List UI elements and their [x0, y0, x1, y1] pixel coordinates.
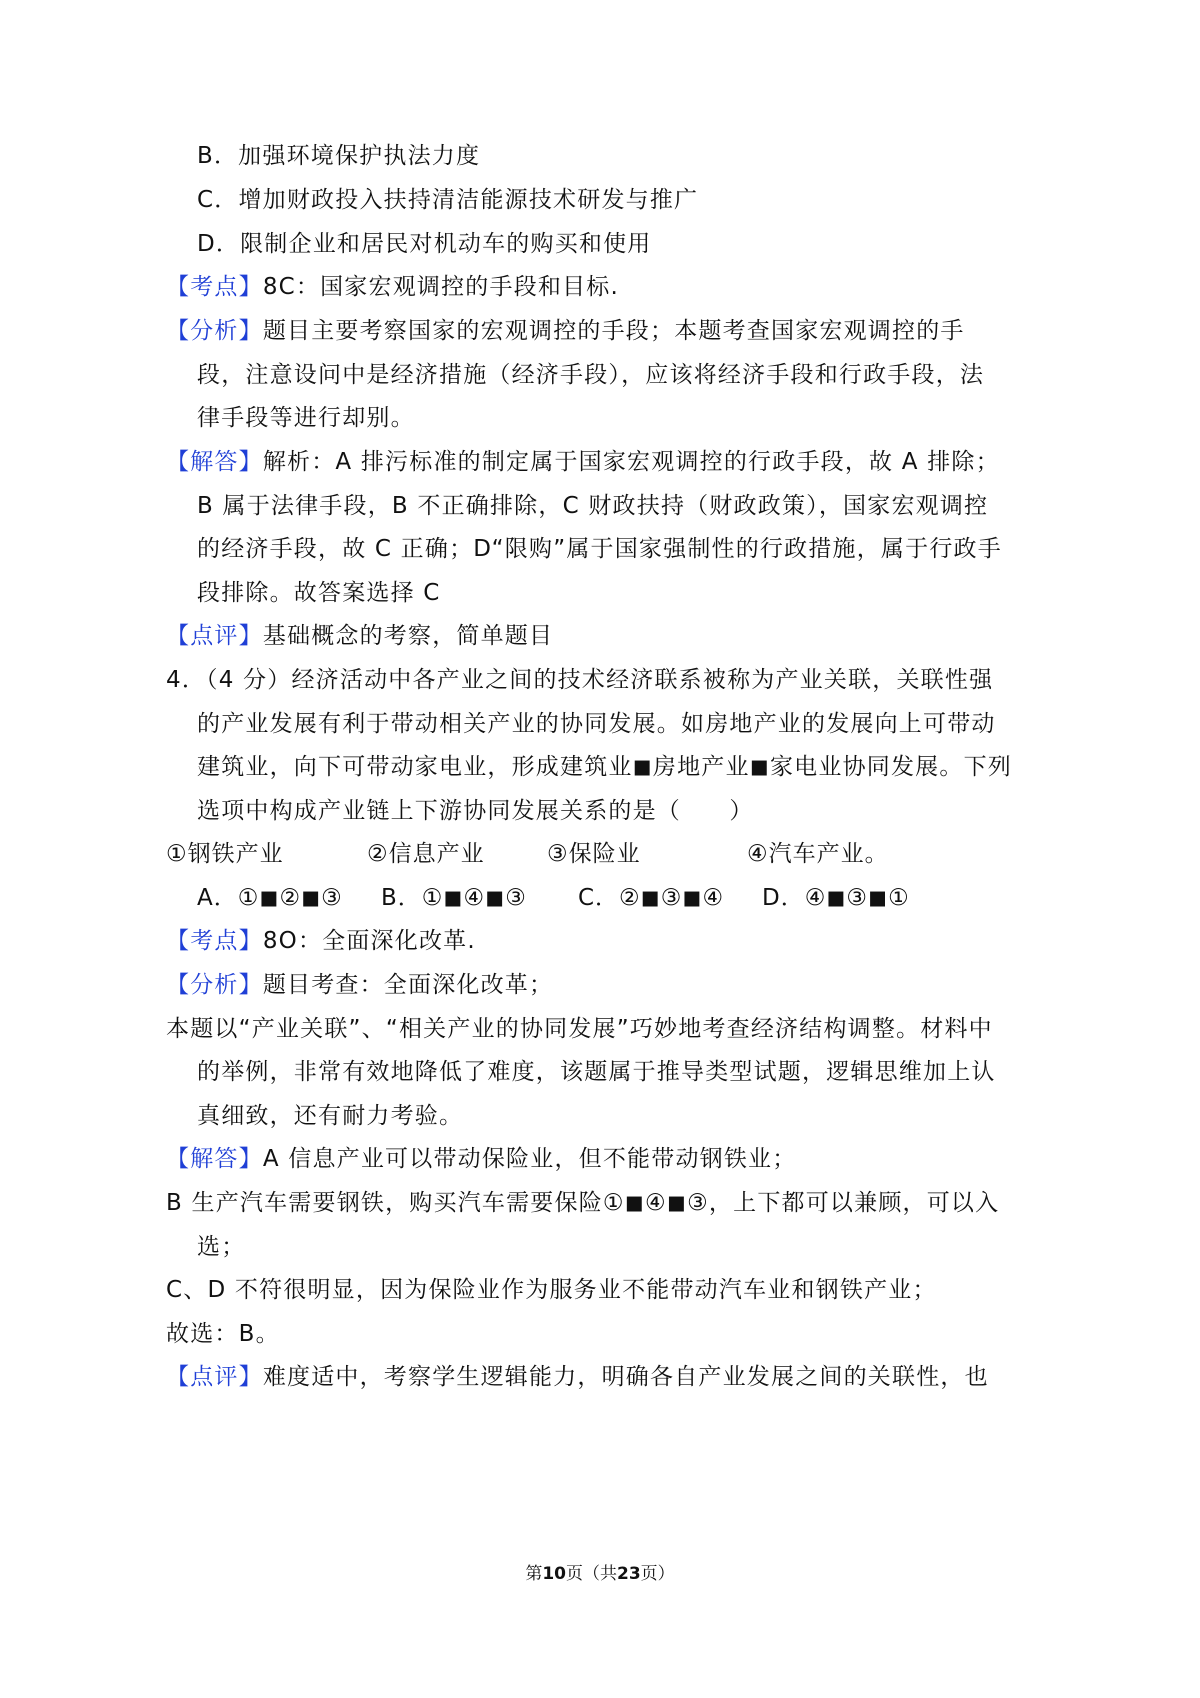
q3-option-b: B．加强环境保护执法力度 — [197, 143, 481, 169]
footer-prefix: 第 — [525, 1564, 543, 1584]
q3-fenxi-line-3: 律手段等进行却别。 — [197, 405, 415, 431]
kaodian-tag: 【考点】 — [166, 274, 263, 300]
q4-jieda — [166, 1144, 796, 1174]
q4-stem-line-4: 选项中构成产业链上下游协同发展关系的是（ ） — [197, 798, 754, 824]
fenxi-tag: 【分析】 — [166, 318, 263, 344]
jieda-text: 解析：A 排污标准的制定属于国家宏观调控的行政手段，故 A 排除； — [262, 449, 1000, 475]
q4-paragraph-line-3: 真细致，还有耐力考验。 — [197, 1103, 464, 1129]
q4-dianping — [166, 1362, 989, 1392]
q3-fenxi-line-2: 段，注意设问中是经济措施（经济手段），应该将经济手段和行政手段，法 — [197, 362, 985, 388]
q4-item: ①钢铁产业 — [166, 841, 284, 867]
q3-option-d: D．限制企业和居民对机动车的购买和使用 — [197, 231, 652, 257]
footer-middle: 页（共 — [566, 1564, 617, 1584]
q4-paragraph: 本题以“产业关联”、“相关产业的协同发展”巧妙地考查经济结构调整。材料中 — [166, 1016, 993, 1042]
q4-jieda-line-2: B 生产汽车需要钢铁，购买汽车需要保险①◼④◼③，上下都可以兼顾，可以入 — [166, 1190, 1000, 1216]
q3-dianping — [166, 621, 553, 651]
q3-jieda — [166, 447, 1000, 477]
q4-paragraph-line-2: 的举例，非常有效地降低了难度，该题属于推导类型试题，逻辑思维加上认 — [197, 1059, 996, 1085]
kaodian-text: 8C：国家宏观调控的手段和目标. — [262, 274, 620, 300]
page-footer — [0, 1562, 1200, 1586]
q4-option-c: C．②◼③◼④ — [578, 885, 725, 911]
q4-item: ④汽车产业。 — [747, 841, 889, 867]
dianping-tag: 【点评】 — [166, 1364, 263, 1390]
q4-jieda-line-4: C、D 不符很明显，因为保险业作为服务业不能带动汽车业和钢铁产业； — [166, 1277, 937, 1303]
q4-fenxi — [166, 970, 553, 1000]
q4-option-a: A．①◼②◼③ — [197, 885, 343, 911]
kaodian-text: 8O：全面深化改革. — [262, 928, 476, 954]
fenxi-tag: 【分析】 — [166, 972, 263, 998]
q3-jieda-line-3: 的经济手段，故 C 正确；D“限购”属于国家强制性的行政措施，属于行政手 — [197, 536, 1002, 562]
footer-suffix: 页） — [640, 1564, 675, 1584]
q4-stem-line-2: 的产业发展有利于带动相关产业的协同发展。如房地产业的发展向上可带动 — [197, 711, 996, 737]
q4-jieda-line-5: 故选：B。 — [166, 1321, 280, 1347]
jieda-tag: 【解答】 — [166, 449, 263, 475]
page-total: 23 — [617, 1564, 641, 1584]
fenxi-text: 题目主要考察国家的宏观调控的手段；本题考查国家宏观调控的手 — [262, 318, 965, 344]
q4-kaodian — [166, 926, 476, 956]
jieda-tag: 【解答】 — [166, 1146, 263, 1172]
q3-jieda-line-2: B 属于法律手段，B 不正确排除，C 财政扶持（财政政策），国家宏观调控 — [197, 493, 989, 519]
jieda-text: A 信息产业可以带动保险业，但不能带动钢铁业； — [262, 1146, 797, 1172]
q4-item: ②信息产业 — [367, 841, 485, 867]
dianping-tag: 【点评】 — [166, 623, 263, 649]
dianping-text: 难度适中，考察学生逻辑能力，明确各自产业发展之间的关联性，也 — [262, 1364, 989, 1390]
q4-item: ③保险业 — [547, 841, 641, 867]
q4-stem: 4．（4 分）经济活动中各产业之间的技术经济联系被称为产业关联，关联性强 — [166, 667, 994, 693]
q3-jieda-line-4: 段排除。故答案选择 C — [197, 580, 441, 606]
q4-option-b: B．①◼④◼③ — [381, 885, 527, 911]
q4-stem-line-3: 建筑业，向下可带动家电业，形成建筑业◼房地产业◼家电业协同发展。下列 — [197, 754, 1012, 780]
q4-jieda-line-3: 选； — [197, 1234, 246, 1260]
q3-fenxi — [166, 316, 965, 346]
page-number: 10 — [542, 1564, 566, 1584]
kaodian-tag: 【考点】 — [166, 928, 263, 954]
q3-option-c: C．增加财政投入扶持清洁能源技术研发与推广 — [197, 187, 699, 213]
q4-option-d: D．④◼③◼① — [762, 885, 910, 911]
dianping-text: 基础概念的考察，简单题目 — [262, 623, 554, 649]
q3-kaodian — [166, 272, 619, 302]
fenxi-text: 题目考查：全面深化改革； — [262, 972, 554, 998]
